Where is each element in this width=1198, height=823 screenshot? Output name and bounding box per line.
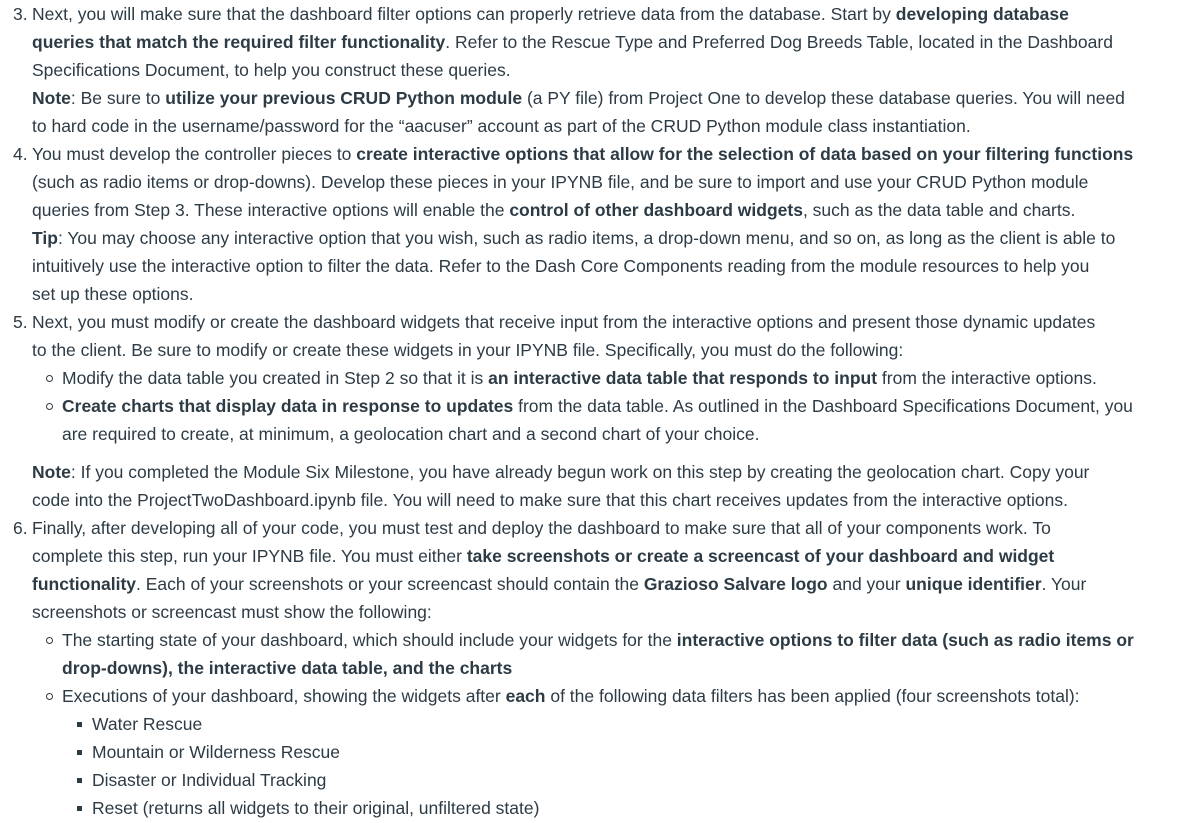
sub-bullet-item: Disaster or Individual Tracking <box>32 766 1198 794</box>
sub-bullet-item: Mountain or Wilderness Rescue <box>32 738 1198 766</box>
text-segment: queries from Step 3. These interactive options will enable the <box>32 200 510 220</box>
bold-text: create interactive options that allow for the selection of data based on your filtering functions <box>356 144 1134 164</box>
step-5-bullet-list <box>32 364 1198 448</box>
bold-text: Note <box>32 462 71 482</box>
text-segment: set up these options. <box>32 284 194 304</box>
bullet-item <box>32 364 1198 392</box>
text-line <box>32 598 1198 626</box>
text-segment: Modify the data table you created in Step 2 so that it is <box>62 368 489 388</box>
sub-bullet-item: Water Rescue <box>32 710 1198 738</box>
text-segment: . Each of your screenshots or your screencast should contain the <box>136 574 644 594</box>
text-segment: . Refer to the Rescue Type and Preferred Dog Breeds Table, located in the Dashboard <box>445 32 1113 52</box>
text-segment: and your <box>827 574 906 594</box>
note-line <box>32 84 1198 112</box>
text-segment: complete this step, run your IPYNB file. You must either <box>32 546 467 566</box>
text-segment: The starting state of your dashboard, which should include your widgets for the <box>62 630 677 650</box>
step-number: 3. <box>13 4 28 24</box>
bold-text: Tip <box>32 228 58 248</box>
bold-text: interactive options to filter data (such as radio items or <box>676 630 1134 650</box>
text-line <box>32 0 1198 28</box>
circle-bullet-icon <box>46 403 53 410</box>
square-bullet-icon <box>77 806 82 811</box>
text-segment: intuitively use the interactive option to filter the data. Refer to the Dash Core Components reading from the module resources to help you <box>32 256 1090 276</box>
bold-text: Create charts that display data in response to updates <box>62 396 514 416</box>
text-segment: Next, you will make sure that the dashboard filter options can properly retrieve data from the database. Start by <box>32 4 896 24</box>
square-bullet-icon <box>77 778 82 783</box>
bold-text: control of other dashboard widgets <box>509 200 803 220</box>
bold-text: an interactive data table that responds to input <box>488 368 878 388</box>
text-segment: (such as radio items or drop-downs). Develop these pieces in your IPYNB file, and be sure to import and use your CRUD Python module <box>32 172 1089 192</box>
text-segment: You must develop the controller pieces to <box>32 144 357 164</box>
circle-bullet-icon <box>46 375 53 382</box>
tip-line <box>32 224 1198 252</box>
text-segment: Specifications Document, to help you construct these queries. <box>32 60 511 80</box>
text-segment: Executions of your dashboard, showing the widgets after <box>62 686 506 706</box>
text-line <box>32 252 1198 280</box>
bullet-item <box>32 682 1198 710</box>
text-segment: from the interactive options. <box>877 368 1097 388</box>
square-bullet-icon <box>77 722 82 727</box>
bold-text: Grazioso Salvare logo <box>643 574 828 594</box>
text-line <box>32 336 1198 364</box>
bold-text: queries that match the required filter functionality <box>32 32 446 52</box>
text-segment: : You may choose any interactive option that you wish, such as radio items, a drop-down menu, and so on, as long as the client is able to <box>57 228 1116 248</box>
step-6-bullet-list <box>32 626 1198 822</box>
bold-text: unique identifier <box>905 574 1042 594</box>
text-segment: Finally, after developing all of your code, you must test and deploy the dashboard to make sure that all of your components work. To <box>32 518 1051 538</box>
text-line <box>32 514 1198 542</box>
step-5 <box>0 308 1198 364</box>
text-segment: are required to create, at minimum, a geolocation chart and a second chart of your choice. <box>62 424 760 444</box>
note-line <box>32 458 1198 486</box>
step-4 <box>0 140 1198 308</box>
text-line <box>32 280 1198 308</box>
text-line <box>32 196 1198 224</box>
sub-bullet-item: Reset (returns all widgets to their original, unfiltered state) <box>32 794 1198 822</box>
text-segment: from the data table. As outlined in the Dashboard Specifications Document, you <box>513 396 1133 416</box>
bold-text: utilize your previous CRUD Python module <box>165 88 523 108</box>
text-line <box>32 168 1198 196</box>
text-line <box>32 56 1198 84</box>
text-line <box>32 112 1198 140</box>
text-segment: code into the ProjectTwoDashboard.ipynb file. You will need to make sure that this chart receives updates from the interactive options. <box>32 490 1068 510</box>
bullet-item <box>32 392 1198 448</box>
bullet-item <box>32 626 1198 682</box>
text-segment: Next, you must modify or create the dashboard widgets that receive input from the interactive options and present those dynamic updates <box>32 312 1096 332</box>
bold-text: developing database <box>895 4 1069 24</box>
step-number: 4. <box>13 144 28 164</box>
bold-text: drop-downs), the interactive data table, and the charts <box>62 658 513 678</box>
text-segment: : If you completed the Module Six Milestone, you have already begun work on this step by creating the geolocation chart. Copy your <box>70 462 1090 482</box>
step-6 <box>0 514 1198 626</box>
text-segment: (a PY file) from Project One to develop these database queries. You will need <box>522 88 1125 108</box>
text-line <box>32 308 1198 336</box>
step-number: 6. <box>13 518 28 538</box>
text-segment: : Be sure to <box>70 88 166 108</box>
text-segment: , such as the data table and charts. <box>802 200 1076 220</box>
text-line <box>32 486 1198 514</box>
step-5-note <box>0 458 1198 514</box>
bold-text: take screenshots or create a screencast of your dashboard and widget <box>466 546 1055 566</box>
circle-bullet-icon <box>46 693 53 700</box>
bold-text: each <box>505 686 546 706</box>
step-3 <box>0 0 1198 140</box>
text-segment: screenshots or screencast must show the following: <box>32 602 432 622</box>
bold-text: functionality <box>32 574 137 594</box>
square-bullet-icon <box>77 750 82 755</box>
text-line <box>32 28 1198 56</box>
text-line <box>32 570 1198 598</box>
text-segment: of the following data filters has been applied (four screenshots total): <box>545 686 1080 706</box>
text-line <box>32 542 1198 570</box>
text-segment: . Your <box>1041 574 1087 594</box>
step-number: 5. <box>13 312 28 332</box>
bold-text: Note <box>32 88 71 108</box>
text-segment: to the client. Be sure to modify or create these widgets in your IPYNB file. Specifically, you must do the following: <box>32 340 904 360</box>
text-line <box>32 140 1198 168</box>
circle-bullet-icon <box>46 637 53 644</box>
text-segment: to hard code in the username/password for the “aacuser” account as part of the CRUD Python module class instantiation. <box>32 116 971 136</box>
